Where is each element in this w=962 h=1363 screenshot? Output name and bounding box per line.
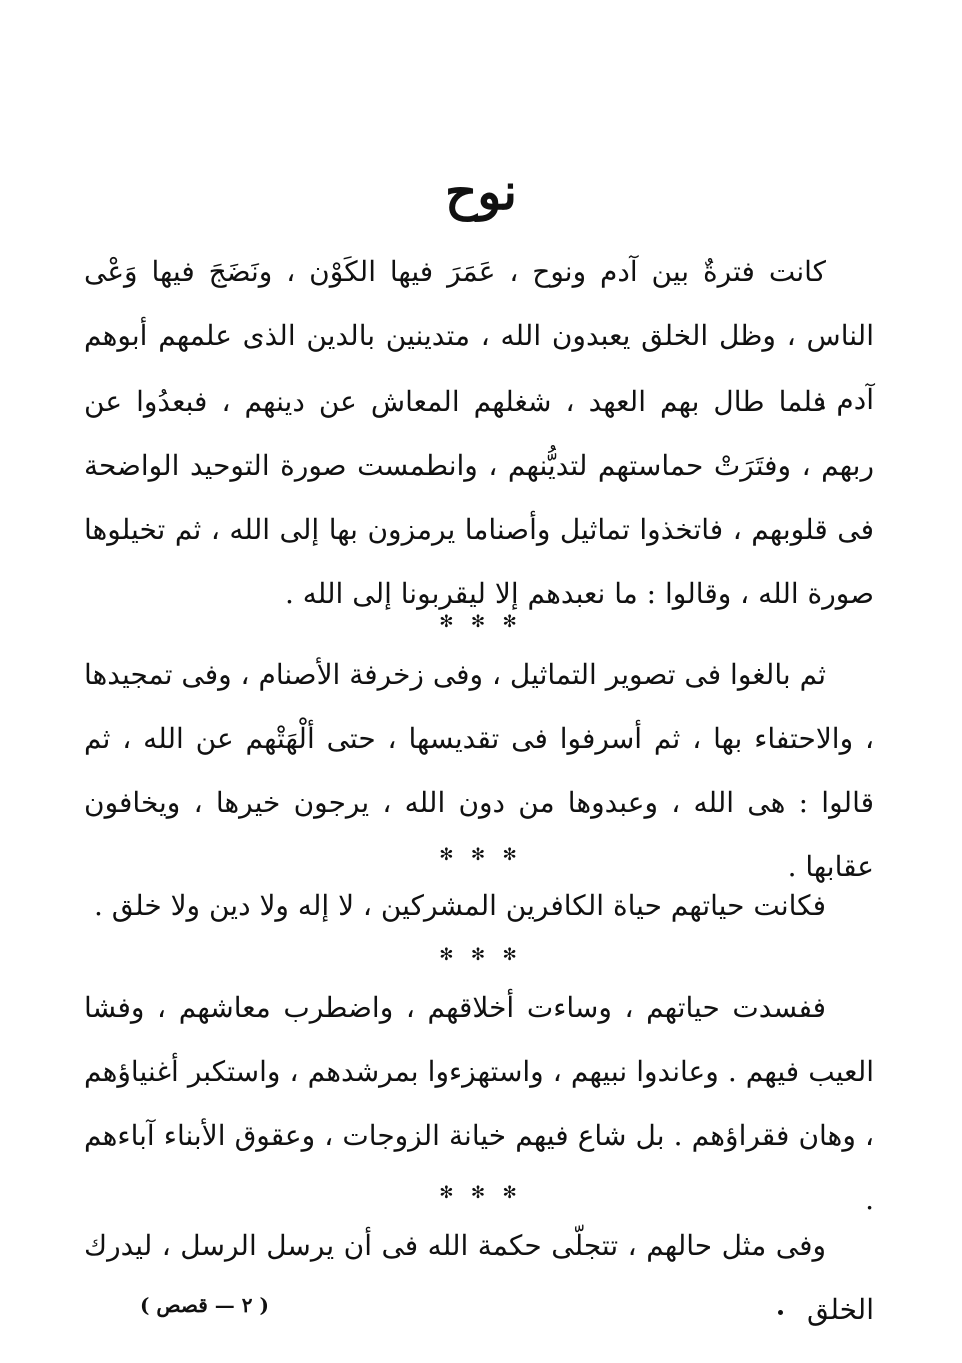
page-footer-signature: ( ٢ — قصص )	[140, 1293, 269, 1317]
page-mark	[778, 1310, 783, 1315]
section-separator-3: ✻ ✻ ✻	[439, 945, 523, 965]
paragraph-5: ففسدت حياتهم ، وساءت أخلاقهم ، واضطرب معاشهم ، وفشا العيب فيهم . وعاندوا نبيهم ، واستهزءوا بمرشدهم ، واستكبر أغنياؤهم ، وهان فقراؤهم . بل شاع فيهم خيانة الزوجات ، وعقوق الأبناء آباءهم .	[84, 991, 874, 1216]
section-separator-4: ✻ ✻ ✻	[439, 1183, 523, 1203]
paragraph-6: وفى مثل حالهم ، تتجلّى حكمة الله فى أن يرسل الرسل ، ليدرك الخلق	[84, 1229, 874, 1326]
paragraph-2: فلما طال بهم العهد ، شغلهم المعاش عن دينهم ، فبعدُوا عن ربهم ، وفتَرَتْ حماستهم لتديُّنهم ، وانطمست صورة التوحيد الواضحة فى قلوبهم ، فاتخذوا تماثيل وأصناما يرمزون بها إلى الله ، ثم تخيلوها صورة الله ، وقالوا : ما نعبدهم إلا ليقربونا إلى الله .	[84, 385, 874, 610]
paragraph-1: كانت فترةٌ بين آدم ونوح ، عَمَرَ فيها الكَوْن ، ونَضَجَ فيها وَعْى الناس ، وظل الخلق يعبدون الله ، متدينين بالدين الذى علمهم أبوهم آدم .	[84, 255, 874, 416]
paragraph-4: فكانت حياتهم حياة الكافرين المشركين ، لا إله ولا دين ولا خلق .	[93, 889, 826, 922]
section-separator-2: ✻ ✻ ✻	[439, 845, 523, 865]
section-separator-1: ✻ ✻ ✻	[439, 612, 523, 632]
paragraph-3: ثم بالغوا فى تصوير التماثيل ، وفى زخرفة الأصنام ، وفى تمجيدها ، والاحتفاء بها ، ثم أسرفوا فى تقديسها ، حتى ألْهَتْهم عن الله ، ثم قالوا : هى الله ، وعبدوها من دون الله ، يرجون خيرها ، ويخافون عقابها .	[84, 658, 874, 883]
chapter-title: نوح	[444, 162, 518, 221]
